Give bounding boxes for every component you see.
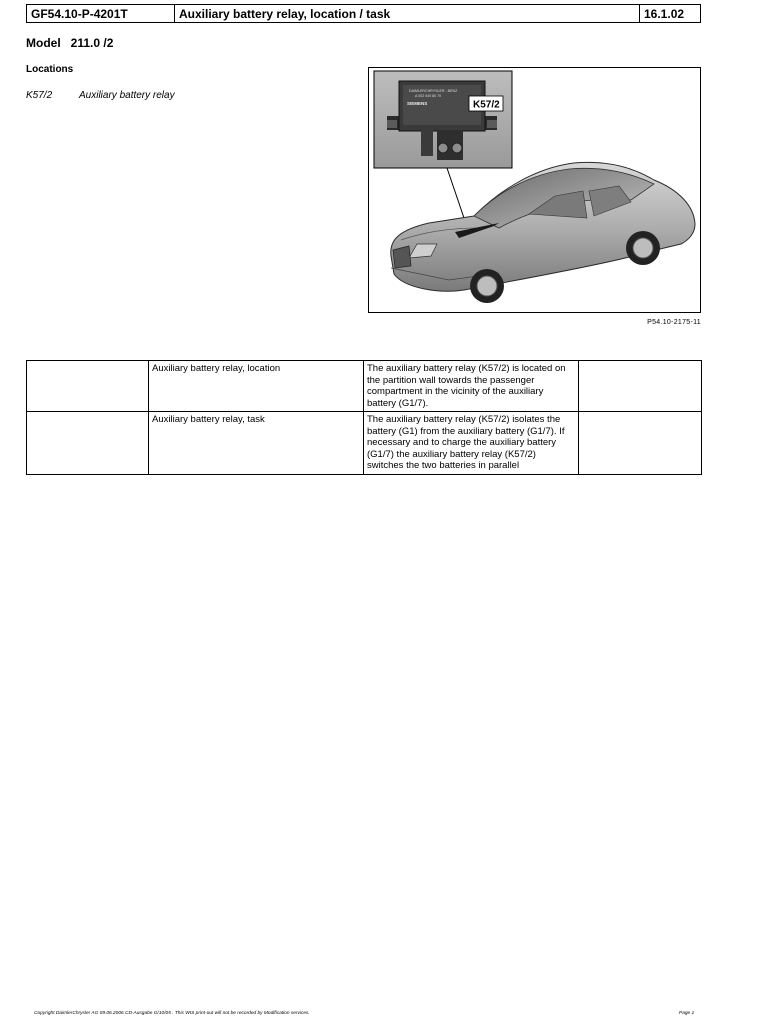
table-cell: The auxiliary battery relay (K57/2) isolates the battery (G1) from the auxiliary battery (G1/7). If necessary and to charge the auxiliary battery (G1/7) the auxiliary battery relay (K57/2) switches the two batteries in parallel (364, 412, 579, 475)
table-row (27, 361, 702, 412)
callout-label: K57/2 (473, 99, 500, 111)
table-row (27, 412, 702, 475)
relay-label-line-2: A 002 540 80 70 (415, 94, 442, 98)
table-cell (579, 412, 702, 475)
car-illustration (369, 68, 700, 312)
document-id: GF54.10-P-4201T (27, 5, 175, 22)
table-cell: Auxiliary battery relay, task (149, 412, 364, 475)
car-body (391, 162, 695, 303)
relay-label-line-3: SIEMENS (407, 101, 428, 106)
table-cell (27, 412, 149, 475)
document-version: 16.1.02 (644, 7, 685, 21)
document-header (26, 4, 701, 23)
relay-label-line-1: DAIMLERCHRYSLER - BENZ (409, 89, 458, 93)
locations-heading: Locations (26, 64, 74, 75)
document-title: Auxiliary battery relay, location / task (175, 5, 640, 22)
table-cell: The auxiliary battery relay (K57/2) is located on the partition wall towards the passenger compartment in the vicinity of the auxiliary battery (G1/7). (364, 361, 579, 412)
relay-location-figure (368, 67, 701, 313)
page-number: Page 1 (679, 1011, 695, 1016)
info-table (26, 360, 702, 475)
table-cell (579, 361, 702, 412)
table-cell (27, 361, 149, 412)
relay-inset (374, 71, 512, 168)
location-description: Auxiliary battery relay (79, 90, 175, 101)
figure-reference: P54.10-2175-11 (647, 319, 701, 326)
model-label: Model 211.0 /2 (26, 36, 114, 50)
grille (393, 246, 411, 268)
copyright-notice: Copyright DaimlerChrysler AG 09.06.2006 CD-Ausgabe G/10/05 . This WIS print-out will not be recorded by Modification services. (34, 1011, 310, 1016)
pointer-line (447, 168, 464, 218)
table-cell: Auxiliary battery relay, location (149, 361, 364, 412)
location-code: K57/2 (26, 90, 53, 101)
